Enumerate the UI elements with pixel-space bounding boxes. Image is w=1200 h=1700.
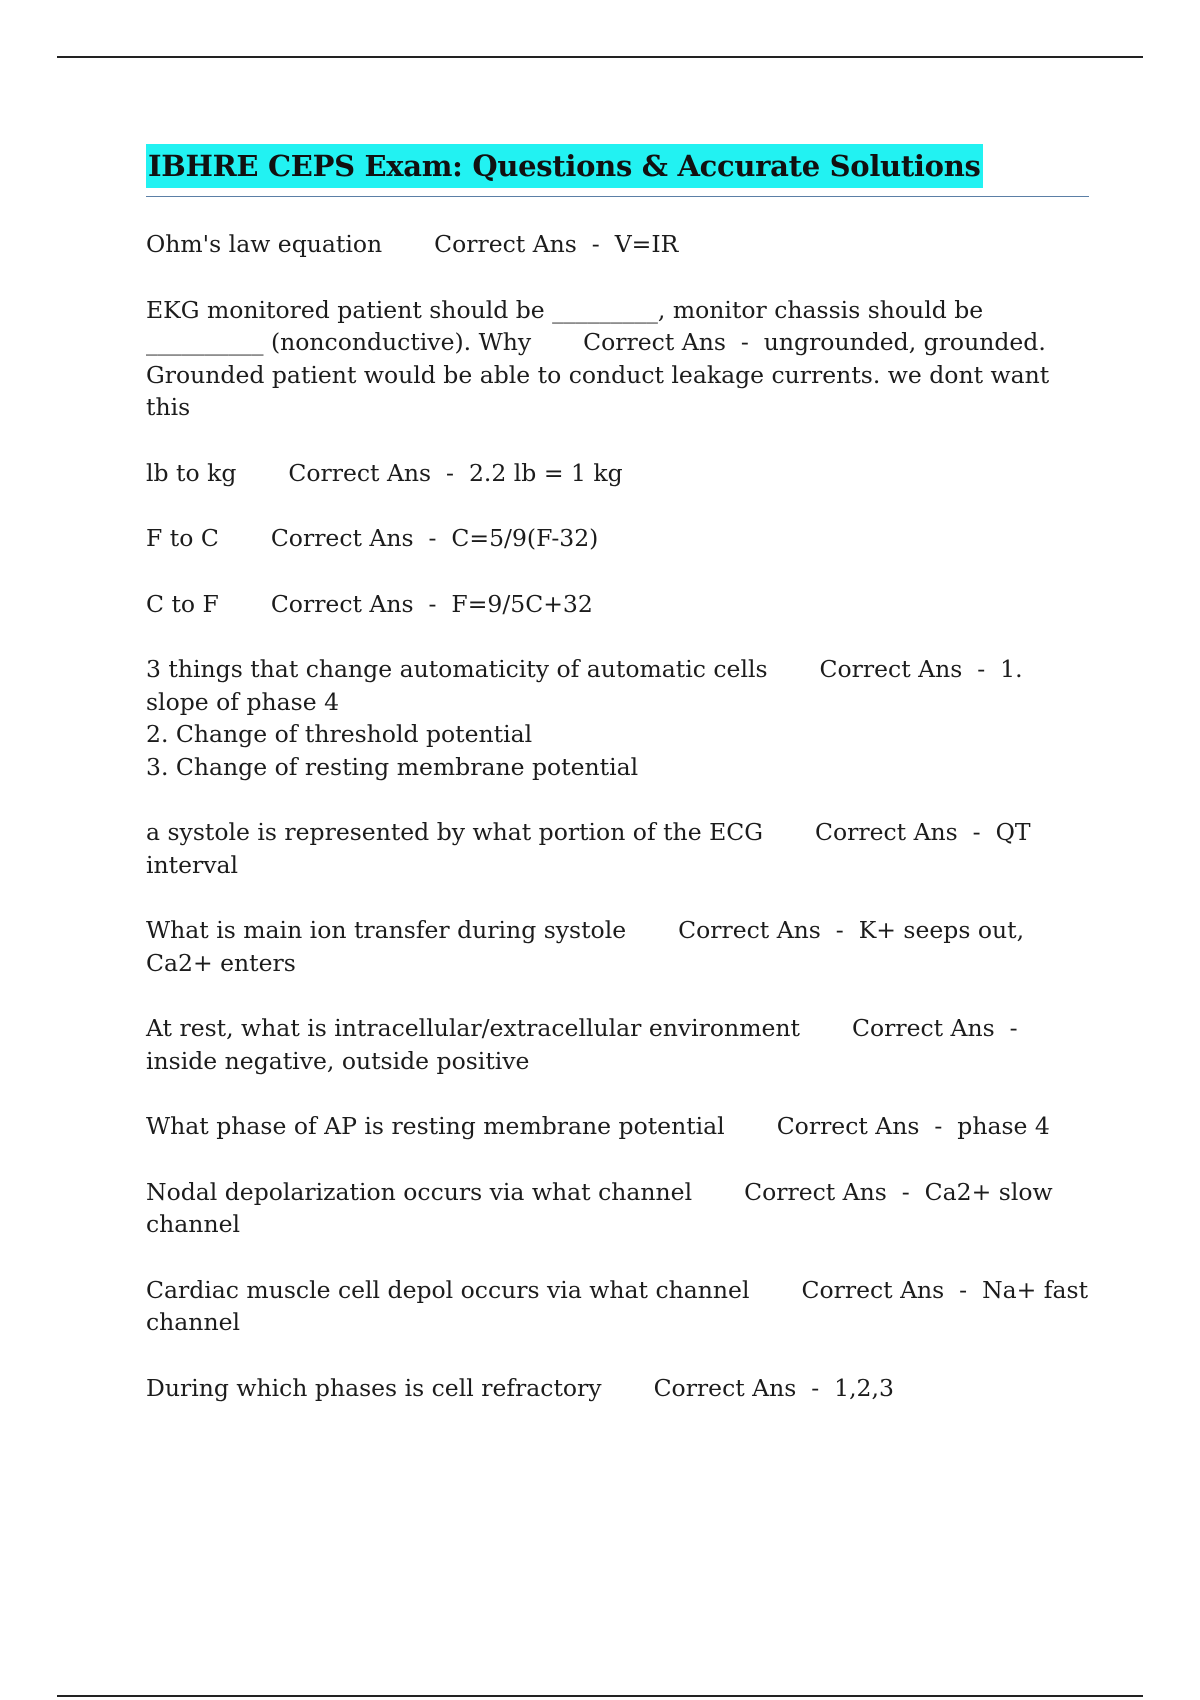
question-text: At rest, what is intracellular/extracellular environment (146, 1014, 800, 1042)
question-text: Ohm's law equation (146, 230, 383, 258)
question-text: EKG monitored patient should be _________, monitor chassis should be __________ (nonconductive). Why (146, 295, 991, 356)
answer-text: Ca2+ slow channel (146, 1177, 1061, 1238)
answer-text: ungrounded, grounded. Grounded patient would be able to conduct leakage currents. we dont want this (146, 328, 1057, 421)
answer-label: Correct Ans - (851, 1014, 1033, 1042)
qa-item (146, 457, 1091, 490)
answer-label: Correct Ans - (776, 1112, 958, 1140)
answer-text: K+ seeps out, Ca2+ enters (146, 916, 1032, 977)
footer-rule (57, 1695, 1143, 1697)
question-text: Nodal depolarization occurs via what channel (146, 1177, 693, 1206)
question-text: Cardiac muscle cell depol occurs via what channel (146, 1275, 750, 1304)
qa-item (146, 1110, 1091, 1143)
answer-label: Correct Ans - (744, 1177, 925, 1206)
answer-label: Correct Ans - (678, 916, 859, 944)
qa-item (146, 914, 1091, 979)
question-text: What is main ion transfer during systole (146, 916, 627, 944)
answer-text: QT interval (146, 818, 1038, 879)
question-text: F to C (146, 524, 219, 552)
header-rule (57, 56, 1143, 58)
answer-label: Correct Ans - (583, 328, 764, 356)
qa-item (146, 522, 1091, 555)
qa-item (146, 1012, 1091, 1077)
question-text: What phase of AP is resting membrane potential (146, 1112, 725, 1140)
document-title: IBHRE CEPS Exam: Questions & Accurate Solutions (146, 144, 983, 188)
question-text: 3 things that change automaticity of automatic cells (146, 655, 768, 683)
answer-label: Correct Ans - (819, 655, 1001, 683)
answer-label: Correct Ans - (653, 1373, 835, 1402)
answer-label: Correct Ans - (288, 458, 469, 487)
qa-item (146, 294, 1091, 424)
question-text: During which phases is cell refractory (146, 1373, 602, 1402)
qa-item (146, 1274, 1096, 1339)
question-text: C to F (146, 589, 219, 618)
answer-text: 1. slope of phase 4 2. Change of threshold potential 3. Change of resting membrane potential (146, 655, 1023, 781)
qa-item (146, 1372, 1091, 1405)
qa-list (146, 228, 1096, 1437)
answer-label: Correct Ans - (270, 524, 452, 552)
qa-item (146, 816, 1091, 881)
qa-item (146, 653, 1091, 783)
qa-item (146, 228, 1091, 261)
question-text: lb to kg (146, 458, 237, 487)
answer-text: 1,2,3 (834, 1373, 894, 1402)
title-block (146, 144, 1089, 197)
answer-label: Correct Ans - (434, 230, 615, 258)
answer-label: Correct Ans - (814, 818, 996, 846)
qa-item (146, 588, 1091, 621)
answer-text: V=IR (614, 230, 679, 258)
qa-item (146, 1176, 1091, 1241)
answer-text: Na+ fast channel (146, 1275, 1096, 1336)
question-text: a systole is represented by what portion of the ECG (146, 818, 763, 846)
answer-label: Correct Ans - (801, 1275, 983, 1304)
answer-text: phase 4 (957, 1112, 1050, 1140)
answer-label: Correct Ans - (270, 589, 452, 618)
answer-text: 2.2 lb = 1 kg (468, 458, 623, 487)
answer-text: F=9/5C+32 (451, 589, 593, 618)
answer-text: inside negative, outside positive (146, 1046, 530, 1075)
answer-text: C=5/9(F-32) (451, 524, 599, 552)
